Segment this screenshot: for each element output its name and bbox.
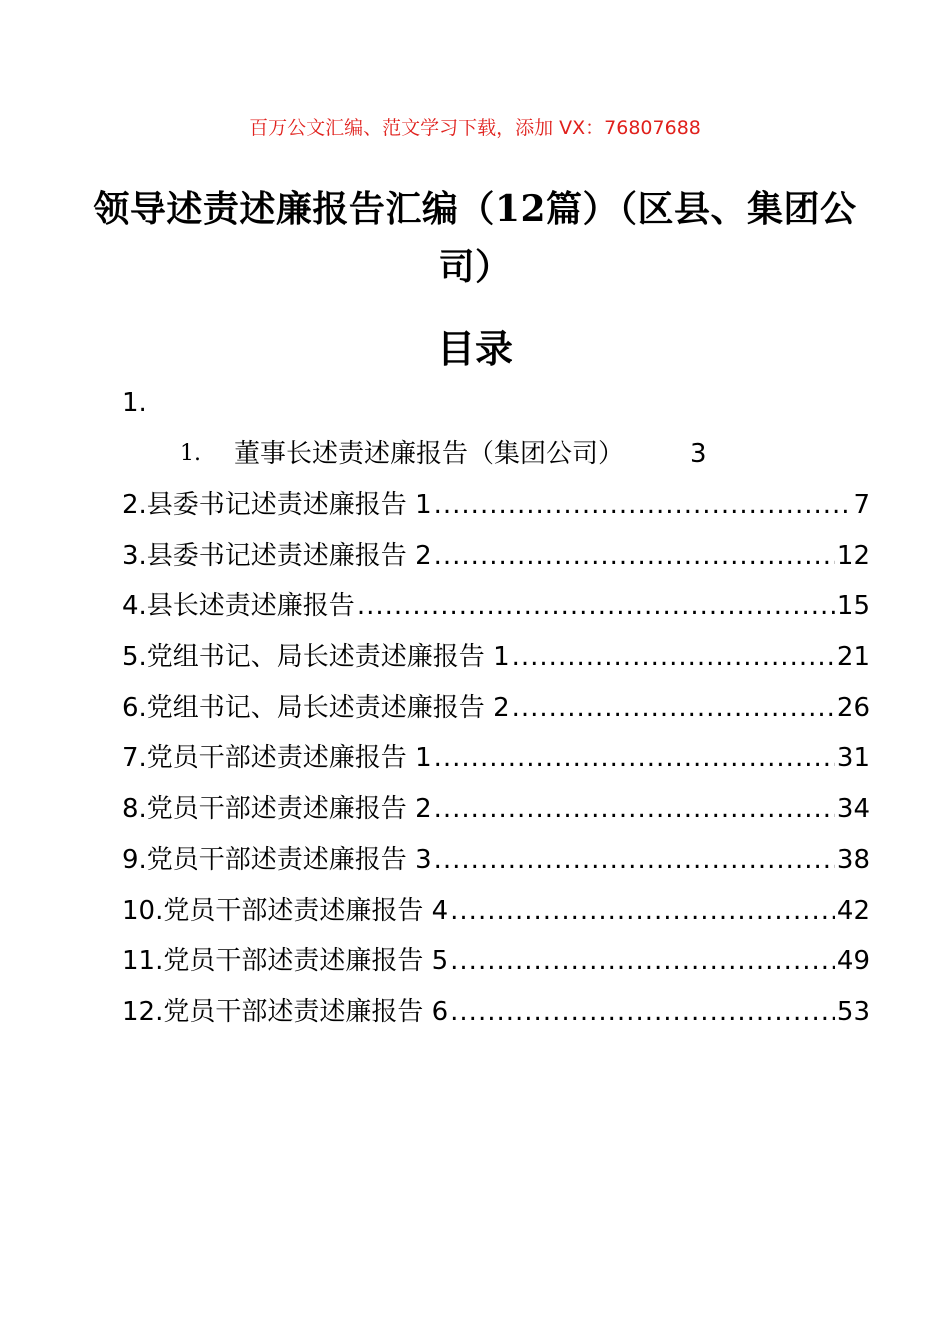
toc-entry-page: 38 <box>836 844 870 875</box>
toc-entry-page: 7 <box>853 490 870 520</box>
title-number: 12 <box>494 188 547 230</box>
toc-first-marker: 1. <box>122 388 147 418</box>
toc-entry-label: 4.县长述责述廉报告 <box>122 591 355 622</box>
toc-entry[interactable] <box>122 480 870 531</box>
toc-entry-label: 11.党员干部述责述廉报告 5 <box>122 946 449 977</box>
toc-entry-label: 8.党员干部述责述廉报告 2 <box>122 794 432 825</box>
toc-dot-leader <box>512 683 835 734</box>
toc-sub-entry-label: 董事长述责述廉报告（集团公司） <box>234 439 625 469</box>
title-part-2: 篇）（区县、集团公司） <box>438 189 857 288</box>
toc-dot-leader <box>434 531 835 582</box>
toc-entry[interactable] <box>122 886 870 937</box>
promo-banner: 百万公文汇编、范文学习下载，添加 VX：76807688 <box>249 117 701 139</box>
toc-entry-page: 49 <box>836 946 870 977</box>
toc-sub-entry[interactable] <box>122 428 870 480</box>
title-part-1: 领导述责述廉报告汇编（ <box>93 189 495 230</box>
toc-entry-page: 31 <box>836 743 870 774</box>
toc-entry[interactable] <box>122 733 870 784</box>
toc-dot-leader <box>450 987 835 1038</box>
toc-entry-page: 34 <box>836 794 870 825</box>
toc-entry-page: 15 <box>836 591 870 622</box>
toc-entry-label: 12.党员干部述责述廉报告 6 <box>122 996 449 1027</box>
document-title <box>80 180 870 297</box>
toc-entry[interactable] <box>122 683 870 734</box>
toc-entry[interactable] <box>122 581 870 632</box>
toc-dot-leader <box>512 632 835 683</box>
toc-dot-leader <box>434 733 835 784</box>
toc-entry-page: 21 <box>836 642 870 673</box>
toc-dot-leader <box>357 581 835 632</box>
toc-sub-entry-number: 1. <box>180 441 201 466</box>
toc-entry-page: 42 <box>836 895 870 926</box>
toc-entry-label: 5.党组书记、局长述责述廉报告 1 <box>122 642 510 673</box>
toc-dot-leader <box>434 835 835 886</box>
table-of-contents <box>122 378 870 1038</box>
toc-entry-label: 2.县委书记述责述廉报告 1 <box>122 490 432 520</box>
toc-entry[interactable] <box>122 632 870 683</box>
toc-entry-label: 10.党员干部述责述廉报告 4 <box>122 895 449 926</box>
toc-dot-leader <box>450 936 835 987</box>
toc-entry[interactable] <box>122 531 870 582</box>
toc-entry[interactable] <box>122 987 870 1038</box>
toc-dot-leader <box>450 886 835 937</box>
toc-dot-leader <box>434 480 852 531</box>
toc-entry-label: 3.县委书记述责述廉报告 2 <box>122 540 432 571</box>
toc-entry-label: 7.党员干部述责述廉报告 1 <box>122 743 432 774</box>
toc-sub-entry-page: 3 <box>690 439 707 469</box>
toc-entry-page: 53 <box>836 996 870 1027</box>
toc-dot-leader <box>434 784 835 835</box>
toc-entry[interactable] <box>122 835 870 886</box>
toc-entry-label: 6.党组书记、局长述责述廉报告 2 <box>122 692 510 723</box>
toc-entry-label: 9.党员干部述责述廉报告 3 <box>122 844 432 875</box>
toc-entry[interactable] <box>122 936 870 987</box>
toc-entry-page: 12 <box>836 540 870 571</box>
toc-entry-page: 26 <box>836 692 870 723</box>
toc-heading: 目录 <box>436 327 513 371</box>
toc-entry[interactable] <box>122 784 870 835</box>
